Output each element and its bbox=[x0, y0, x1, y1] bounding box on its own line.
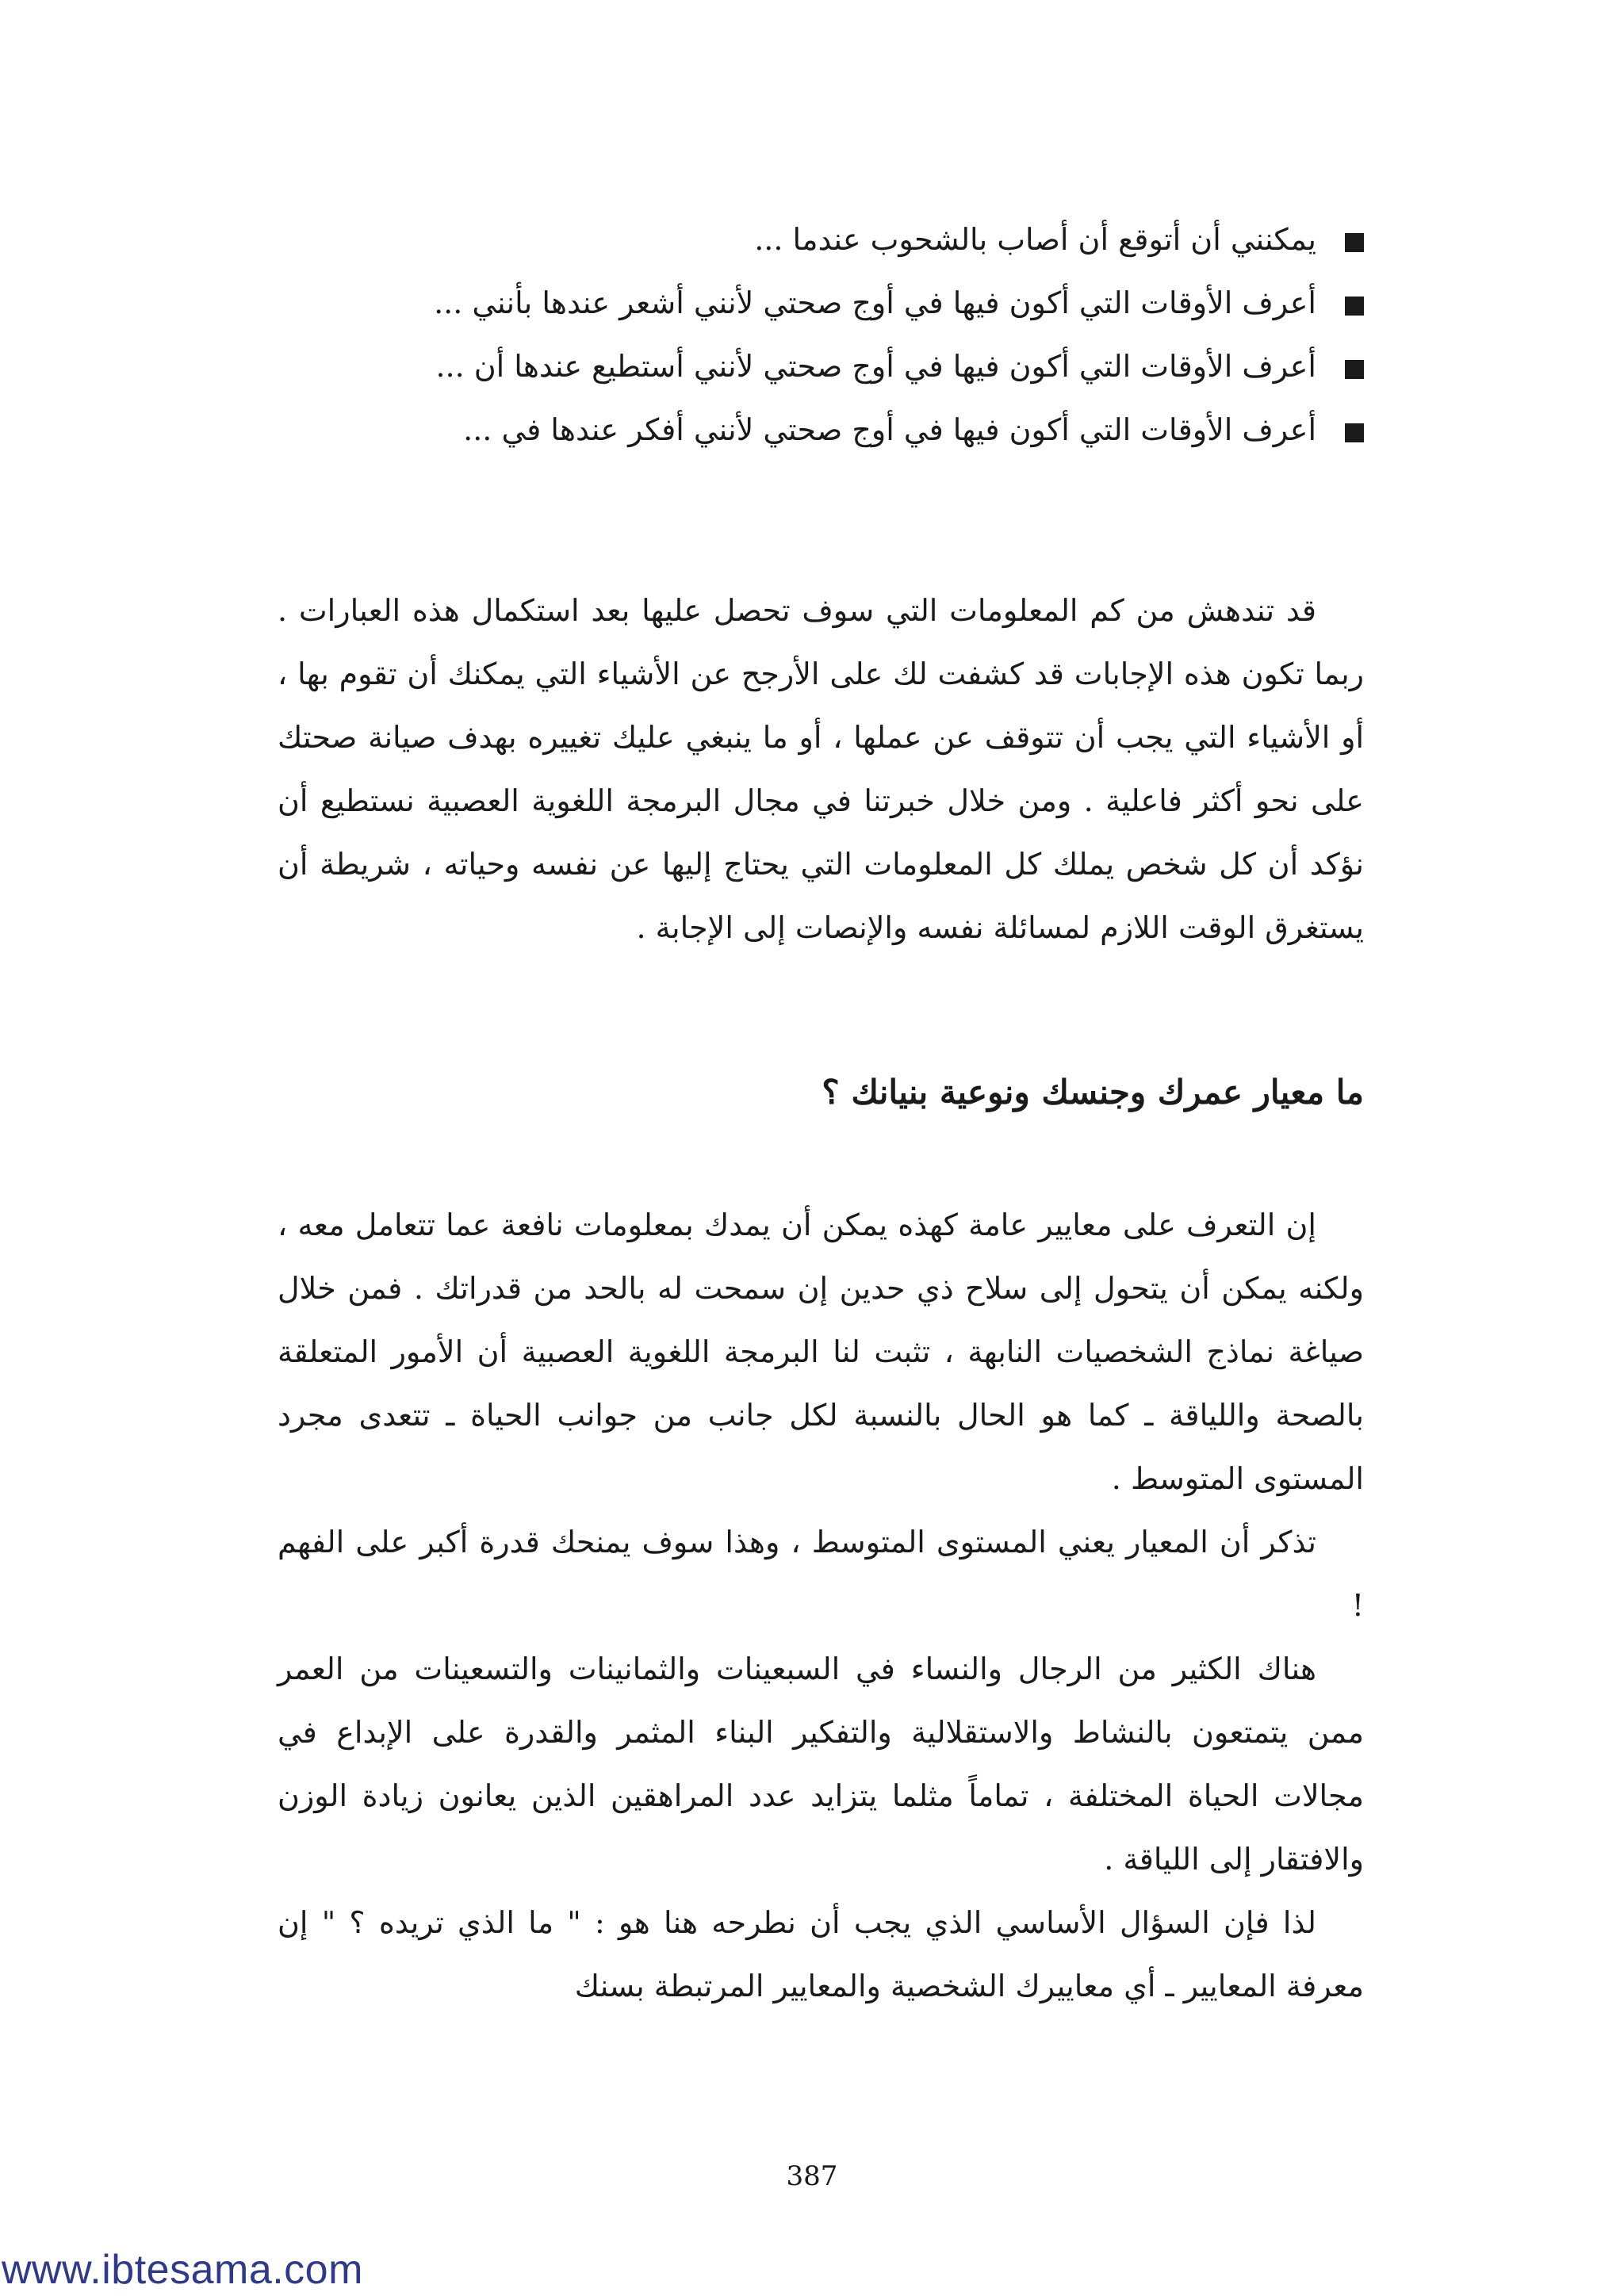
bullet-text: يمكنني أن أتوقع أن أصاب بالشحوب عندما ... bbox=[754, 222, 1316, 257]
body-section-2 bbox=[278, 1193, 1364, 2018]
paragraph: لذا فإن السؤال الأساسي الذي يجب أن نطرحه هنا هو : " ما الذي تريده ؟ " إن معرفة المعايير ـ أي معاييرك الشخصية والمعايير المرتبطة بسنك bbox=[278, 1905, 1364, 2003]
square-bullet-icon bbox=[1345, 233, 1364, 252]
bullet-item bbox=[278, 271, 1364, 335]
square-bullet-icon bbox=[1345, 360, 1364, 379]
bullet-item bbox=[278, 398, 1364, 461]
square-bullet-icon bbox=[1345, 297, 1364, 316]
page-number: 387 bbox=[786, 2160, 838, 2192]
bullet-text: أعرف الأوقات التي أكون فيها في أوج صحتي لأنني أشعر عندها بأنني ... bbox=[434, 285, 1316, 320]
paragraph: تذكر أن المعيار يعني المستوى المتوسط ، وهذا سوف يمنحك قدرة أكبر على الفهم ! bbox=[278, 1525, 1364, 1623]
paragraph: إن التعرف على معايير عامة كهذه يمكن أن يمدك بمعلومات نافعة عما تتعامل معه ، ولكنه يمكن أن يتحول إلى سلاح ذي حدين إن سمحت له بالحد من قدراتك . فمن خلال صياغة نماذج الشخصيات النابهة ، تثبت لنا البرمجة اللغوية العصبية أن الأمور المتعلقة بالصحة واللياقة ـ كما هو الحال بالنسبة لكل جانب من جوانب الحياة ـ تتعدى مجرد المستوى المتوسط . bbox=[278, 1207, 1364, 1496]
section-heading: ما معيار عمرك وجنسك ونوعية بنيانك ؟ bbox=[822, 1073, 1364, 1112]
square-bullet-icon bbox=[1345, 423, 1364, 442]
website-watermark: www.ibtesama.com bbox=[2, 2247, 363, 2293]
bullet-item bbox=[278, 208, 1364, 271]
bullet-item bbox=[278, 335, 1364, 398]
body-section-1 bbox=[278, 579, 1364, 959]
bullet-text: أعرف الأوقات التي أكون فيها في أوج صحتي لأنني أستطيع عندها أن ... bbox=[435, 349, 1316, 384]
bullet-list bbox=[278, 208, 1364, 461]
paragraph: قد تندهش من كم المعلومات التي سوف تحصل عليها بعد استكمال هذه العبارات . ربما تكون هذه الإجابات قد كشفت لك على الأرجح عن الأشياء التي يمكنك أن تقوم بها ، أو الأشياء التي يجب أن تتوقف عن عملها ، أو ما ينبغي عليك تغييره بهدف صيانة صحتك على نحو أكثر فاعلية . ومن خلال خبرتنا في مجال البرمجة اللغوية العصبية نستطيع أن نؤكد أن كل شخص يملك كل المعلومات التي يحتاج إليها عن نفسه وحياته ، شريطة أن يستغرق الوقت اللازم لمسائلة نفسه والإنصات إلى الإجابة . bbox=[278, 593, 1364, 945]
bullet-text: أعرف الأوقات التي أكون فيها في أوج صحتي لأنني أفكر عندها في ... bbox=[463, 412, 1316, 447]
paragraph: هناك الكثير من الرجال والنساء في السبعينات والثمانينات والتسعينات من العمر ممن يتمتعون بالنشاط والاستقلالية والتفكير البناء المثمر والقدرة على الإبداع في مجالات الحياة المختلفة ، تماماً مثلما يتزايد عدد المراهقين الذين يعانون زيادة الوزن والافتقار إلى اللياقة . bbox=[278, 1651, 1364, 1877]
